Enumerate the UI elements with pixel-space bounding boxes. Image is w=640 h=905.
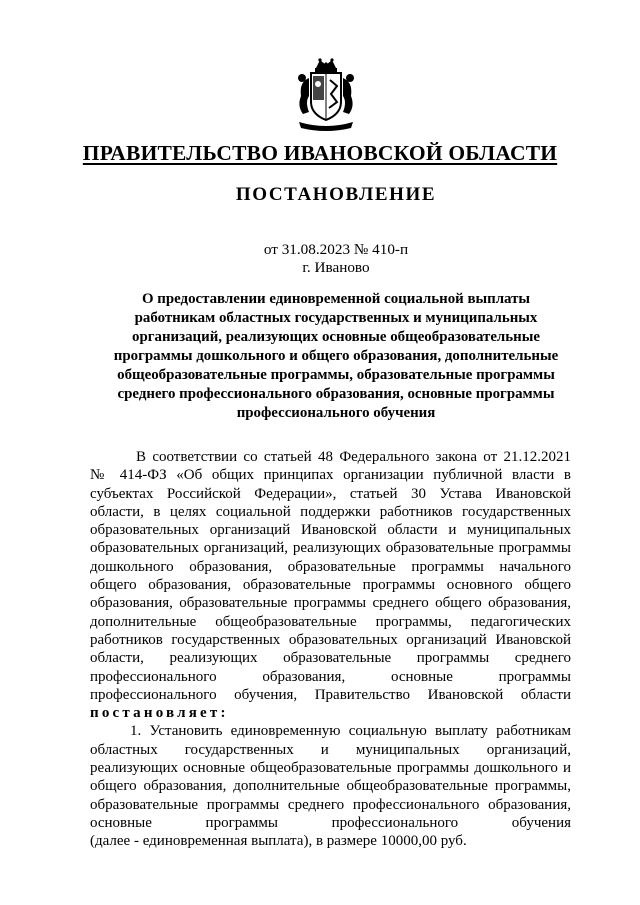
preamble-line: работников государственных образовательных организаций Ивановской (90, 631, 571, 648)
preamble-paragraph (90, 448, 571, 851)
preamble-line: дошкольного образования, образовательные программы начального (90, 558, 571, 575)
preamble-line: субъектах Российской Федерации», статьей 30 Устава Ивановской (90, 485, 571, 502)
item-1-line: областных государственных и муниципальных организаций, (90, 741, 571, 758)
subject-line: среднего профессионального образования, основные программы (117, 386, 555, 402)
item-1-line: 1. Установить единовременную социальную выплату работникам (130, 723, 571, 740)
preamble-line: № 414-ФЗ «Об общих принципах организации публичной власти в (90, 467, 571, 484)
item-1-line: (далее - единовременная выплата), в размере 10000,00 руб. (90, 833, 467, 850)
preamble-line: общего образования, образовательные программы основного общего (90, 577, 571, 594)
subject-line: О предоставлении единовременной социальной выплаты (141, 291, 531, 307)
preamble-line: В соответствии со статьей 48 Федерального закона от 21.12.2021 (136, 449, 571, 465)
item-1-line: основные программы профессионального обучения (90, 814, 571, 831)
preamble-line: области, реализующих образовательные программы среднего (90, 650, 571, 667)
document-city: г. Иваново (302, 259, 370, 276)
preamble-line: профессионального обучения, Правительство Ивановской области (90, 686, 571, 703)
government-title-text: ПРАВИТЕЛЬСТВО ИВАНОВСКОЙ ОБЛАСТИ (82, 141, 558, 165)
subject-line: работникам областных государственных и муниципальных (134, 310, 538, 326)
subject-line: профессионального обучения (236, 405, 436, 421)
coat-of-arms-icon (291, 56, 361, 134)
decree-word: постановляет: (90, 705, 229, 722)
preamble-line: дополнительные общеобразовательные программы, педагогических (90, 613, 571, 630)
government-title (0, 141, 640, 166)
preamble-line: профессионального образования, основные программы (90, 668, 571, 685)
item-1-line: общего образования, дополнительные общеобразовательные программы, (90, 778, 571, 795)
document-subject (96, 290, 576, 423)
preamble-line: образования, образовательные программы среднего общего образования, (90, 595, 571, 612)
document-type: ПОСТАНОВЛЕНИЕ (235, 184, 437, 205)
subject-line: общеобразовательные программы, образовательные программы (117, 367, 555, 383)
preamble-line: образовательных организаций Ивановской области и муниципальных (90, 522, 571, 539)
subject-line: организаций, реализующих основные общеобразовательные (132, 329, 540, 345)
document-date-number: от 31.08.2023 № 410-п (263, 241, 409, 258)
item-1-line: образовательные программы среднего профессионального образования, (90, 796, 571, 813)
preamble-line: области, в целях социальной поддержки работников государственных (90, 503, 571, 520)
preamble-line: образовательных организаций, реализующих образовательные программы (90, 540, 571, 557)
subject-line: программы дошкольного и общего образования, дополнительные (113, 348, 559, 364)
item-1-line: реализующих основные общеобразовательные программы дошкольного и (90, 760, 571, 777)
